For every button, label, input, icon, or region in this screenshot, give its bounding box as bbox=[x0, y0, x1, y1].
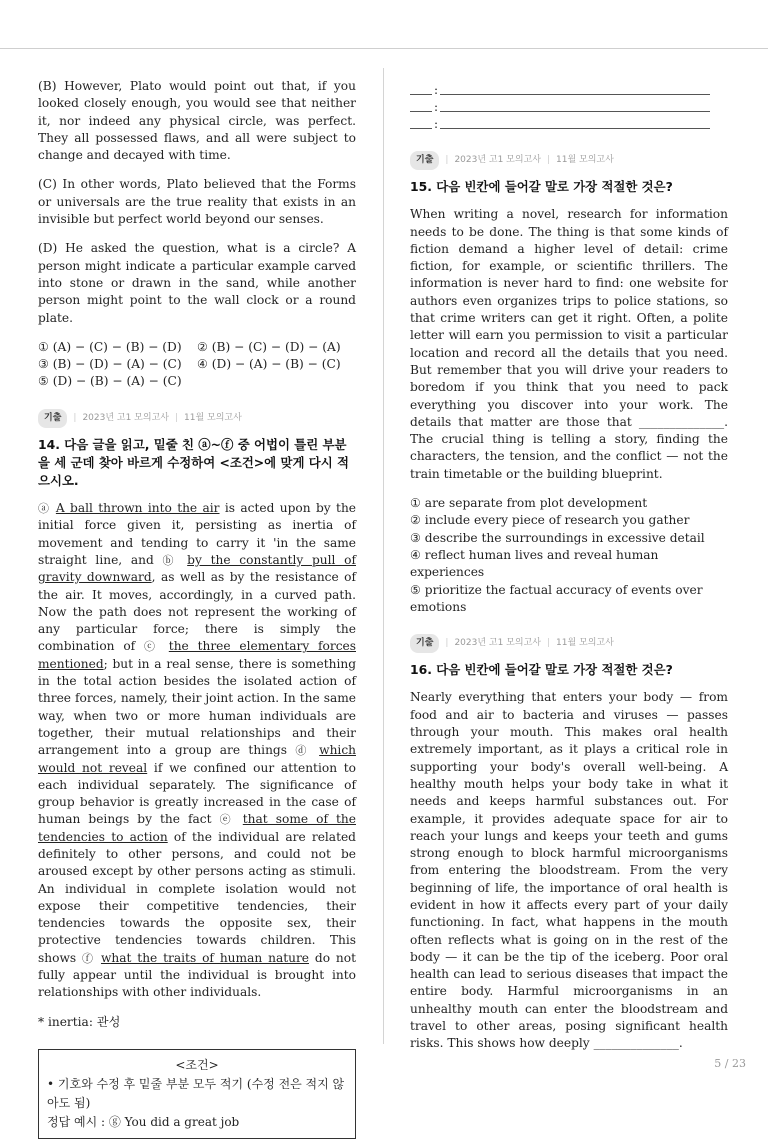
underline-e: that some of the tendencies to action bbox=[38, 812, 356, 844]
q15-source-line: 기출 | 2023년 고1 모의고사 | 11월 모의고사 bbox=[410, 151, 728, 170]
underline-f: what the traits of human nature bbox=[100, 950, 309, 965]
q14-source-line: 기출 | 2023년 고1 모의고사 | 11월 모의고사 bbox=[38, 409, 356, 428]
underline-d: which would not reveal bbox=[38, 743, 356, 775]
exam-source: 2023년 고1 모의고사 bbox=[454, 155, 541, 165]
exam-source: 2023년 고1 모의고사 bbox=[82, 412, 169, 423]
q16-title: 16. 다음 빈칸에 들어갈 말로 가장 적절한 것은? bbox=[410, 662, 673, 678]
option-5[interactable]: ⑤ (D) − (B) − (A) − (C) bbox=[38, 374, 182, 389]
option-3[interactable]: ③ (B) − (D) − (A) − (C) bbox=[38, 357, 182, 372]
right-column bbox=[410, 78, 728, 1065]
past-exam-badge: 기출 bbox=[410, 151, 439, 170]
passage-paragraph-b: (B) However, Plato would point out that, if you looked closely enough, you would see that neither it, nor indeed any physical circle, was perfect. They all possessed flaws, and all were subject to change and decayed with time. bbox=[38, 79, 356, 163]
q13-options bbox=[38, 339, 356, 391]
exam-month: 11월 모의고사 bbox=[556, 638, 614, 649]
exam-source: 2023년 고1 모의고사 bbox=[454, 638, 541, 649]
q15-passage: When writing a novel, research for information needs to be done. The thing is that some kinds of fiction demand a higher level of detail: crime fiction, for example, or scientific thrillers. The information is never hard to find: one website for authors even organizes trips to police stations, so that crime writers can get it right. Often, a polite letter will earn you permission to visit a particular location and record all the details that you need. But remember that you will drive your readers to boredom if you think that you need to pack everything you discover into your work. The details that matter are those that ______________. The crucial thing is telling a story, finding the characters, the tension, and the conflict — not the train timetable or the building blueprint. bbox=[410, 207, 728, 481]
q14-title: 14. 다음 글을 읽고, 밑줄 친 ⓐ~ⓕ 중 어법이 틀린 부분을 세 군데 찾아 바르게 수정하여 <조건>에 맞게 다시 적으시오. bbox=[38, 437, 349, 489]
blank: ______________ bbox=[593, 1036, 679, 1051]
underline-a: A ball thrown into the air bbox=[55, 501, 220, 516]
option-5[interactable]: ⑤ prioritize the factual accuracy of events over emotions bbox=[410, 582, 703, 614]
column-divider bbox=[383, 68, 384, 1044]
option-2[interactable]: ② include every piece of research you gather bbox=[410, 513, 690, 528]
option-4[interactable]: ④ reflect human lives and reveal human experiences bbox=[410, 547, 659, 580]
option-2[interactable]: ② (B) − (C) − (D) − (A) bbox=[197, 339, 341, 354]
blank: ______________ bbox=[638, 414, 725, 429]
answer-line[interactable]: : bbox=[410, 99, 728, 116]
condition-example: 정답 예시 : ⓖ You did a great job bbox=[47, 1114, 240, 1129]
underline-b: by the constantly pull of gravity downward bbox=[38, 552, 357, 585]
past-exam-badge: 기출 bbox=[410, 634, 439, 653]
condition-box bbox=[38, 1049, 356, 1139]
option-1[interactable]: ① are separate from plot development bbox=[410, 496, 648, 511]
q15-options bbox=[410, 495, 728, 616]
option-1[interactable]: ① (A) − (C) − (B) − (D) bbox=[38, 339, 182, 354]
q14-passage: ⓐ A ball thrown into the air is acted upon by the initial force given it, persisting as inertia of movement and tending to carry it 'in the same straight line, and ⓑ by the constantly pull of gravity downward, as well as by the resistance of the air. It moves, accordingly, in a curved path. Now the path does not represent the working of any particular force; there is simply the combination of ⓒ the three elementary forces mentioned; but in a real sense, there is something in the total action besides the isolated action of three forces, namely, their joint action. In the same way, when two or more human individuals are together, their mutual relationships and their arrangement into a group are things ⓓ which would not reveal if we confined our attention to each individual separately. The significance of group behavior is greatly increased in the case of human beings by the fact ⓔ that some of the tendencies to action of the individual are related definitely to other persons, and could not be aroused except by other persons acting as stimuli. An individual in complete isolation would not expose their competitive tendencies, their tendencies towards the opposite sex, their protective tendencies towards children. This shows ⓕ what the traits of human nature do not fully appear until the individual is brought into relationships with other individuals. bbox=[38, 501, 357, 1000]
footnote: * inertia: 관성 bbox=[38, 1014, 121, 1029]
page-number: 5 / 23 bbox=[714, 1057, 746, 1070]
q16-passage: Nearly everything that enters your body — from food and air to bacteria and viruses — passes through your mouth. This makes oral health extremely important, as it plays a critical role in supporting your body's overall well-being. A healthy mouth helps your body take in what it needs and keeps harmful substances out. For example, it provides adequate space for air to reach your lungs and keeps your teeth and gums strong enough to block harmful microorganisms from entering the bloodstream. From the very beginning of life, the importance of oral health is evident in how it affects every part of your daily functioning. In fact, what happens in the mouth often reflects what is going on in the rest of the body — it can be the tip of the iceberg. Poor oral health can lead to serious diseases that impact the entire body. Harmful microorganisms in an unhealthy mouth can enter the bloodstream and travel to other areas, posing significant health risks. This shows how deeply ______________. bbox=[410, 690, 728, 1051]
left-column bbox=[38, 78, 356, 1139]
passage-paragraph-c: (C) In other words, Plato believed that the Forms or universals are the true reality that exists in an invisible but perfect world beyond our senses. bbox=[38, 177, 356, 227]
answer-line[interactable]: : bbox=[410, 82, 728, 99]
header-rule bbox=[0, 48, 768, 49]
exam-month: 11월 모의고사 bbox=[184, 412, 242, 423]
option-3[interactable]: ③ describe the surroundings in excessive detail bbox=[410, 530, 705, 545]
q15-title: 15. 다음 빈칸에 들어갈 말로 가장 적절한 것은? bbox=[410, 179, 673, 195]
exam-month: 11월 모의고사 bbox=[556, 155, 614, 165]
condition-title: <조건> bbox=[175, 1057, 219, 1072]
answer-line[interactable]: : bbox=[410, 116, 728, 133]
condition-rule: • 기호와 수정 후 밑줄 부분 모두 적기 (수정 전은 적지 않아도 됨) bbox=[47, 1076, 345, 1110]
answer-lines bbox=[410, 82, 728, 133]
passage-paragraph-d: (D) He asked the question, what is a circle? A person might indicate a particular example carved into stone or drawn in the sand, while another person might point to the wall clock or a round plate. bbox=[38, 241, 356, 325]
underline-c: the three elementary forces mentioned bbox=[38, 639, 356, 671]
q16-source-line: 기출 | 2023년 고1 모의고사 | 11월 모의고사 bbox=[410, 634, 728, 653]
option-4[interactable]: ④ (D) − (A) − (B) − (C) bbox=[197, 357, 341, 372]
past-exam-badge: 기출 bbox=[38, 409, 67, 428]
